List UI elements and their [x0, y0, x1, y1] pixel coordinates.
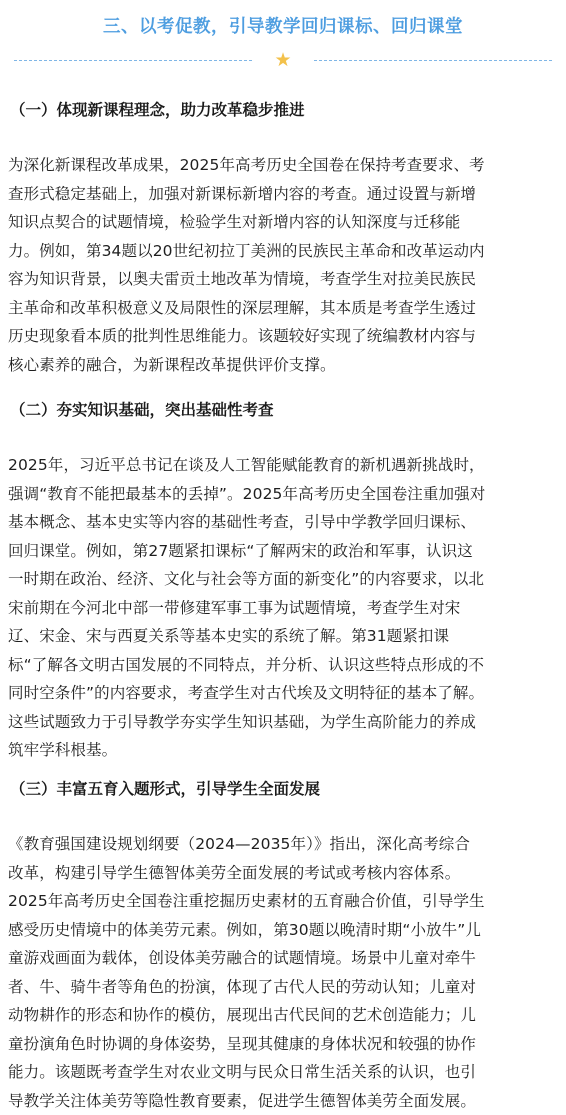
paragraph-line: 2025年高考历史全国卷注重挖掘历史素材的五育融合价值，引导学生	[8, 887, 560, 916]
paragraph-line: 改革，构建引导学生德智体美劳全面发展的考试或考核内容体系。	[8, 859, 560, 888]
paragraph-line: 辽、宋金、宋与西夏关系等基本史实的系统了解。第31题紧扣课	[8, 622, 560, 651]
paragraph-line: 标“了解各文明古国发展的不同特点，并分析、认识这些特点形成的不	[8, 651, 560, 680]
paragraph-line: 一时期在政治、经济、文化与社会等方面的新变化”的内容要求，以北	[8, 565, 560, 594]
paragraph-line: 基本概念、基本史实等内容的基础性考查，引导中学教学回归课标、	[8, 508, 560, 537]
paragraph-line: 知识点契合的试题情境，检验学生对新增内容的认知深度与迁移能	[8, 208, 560, 237]
paragraph-line: 导教学关注体美劳等隐性教育要素，促进学生德智体美劳全面发展。	[8, 1087, 560, 1115]
paragraph-line: 容为知识背景，以奥夫雷贡土地改革为情境，考查学生对拉美民族民	[8, 265, 560, 294]
paragraph-line: 2025年，习近平总书记在谈及人工智能赋能教育的新机遇新挑战时，	[8, 451, 560, 480]
subsection-paragraph-3	[8, 830, 560, 1115]
paragraph-line: 查形式稳定基础上，加强对新课标新增内容的考查。通过设置与新增	[8, 180, 560, 209]
paragraph-line: 主革命和改革积极意义及局限性的深层理解，其本质是考查学生透过	[8, 294, 560, 323]
section-title: 三、以考促教，引导教学回归课标、回归课堂	[0, 14, 566, 40]
paragraph-line: 强调“教育不能把最基本的丢掉”。2025年高考历史全国卷注重加强对	[8, 480, 560, 509]
paragraph-line: 力。例如，第34题以20世纪初拉丁美洲的民族民主革命和改革运动内	[8, 237, 560, 266]
title-divider	[14, 48, 552, 72]
paragraph-line: 为深化新课程改革成果，2025年高考历史全国卷在保持考查要求、考	[8, 151, 560, 180]
subsection-paragraph-2	[8, 451, 560, 765]
paragraph-line: 者、牛、骑牛者等角色的扮演，体现了古代人民的劳动认知；儿童对	[8, 973, 560, 1002]
paragraph-line: 童游戏画面为载体，创设体美劳融合的试题情境。场景中儿童对牵牛	[8, 944, 560, 973]
subsection-paragraph-1	[8, 151, 560, 379]
paragraph-line: 核心素养的融合，为新课程改革提供评价支撑。	[8, 351, 560, 380]
subsection-heading-3: （三）丰富五育入题形式，引导学生全面发展	[10, 777, 320, 801]
paragraph-line: 这些试题致力于引导教学夯实学生知识基础，为学生高阶能力的养成	[8, 708, 560, 737]
paragraph-line: 筑牢学科根基。	[8, 736, 560, 765]
paragraph-line: 《教育强国建设规划纲要（2024—2035年）》指出，深化高考综合	[8, 830, 560, 859]
subsection-heading-1: （一）体现新课程理念，助力改革稳步推进	[10, 98, 305, 122]
paragraph-line: 历史现象看本质的批判性思维能力。该题较好实现了统编教材内容与	[8, 322, 560, 351]
paragraph-line: 动物耕作的形态和协作的模仿，展现出古代民间的艺术创造能力；儿	[8, 1001, 560, 1030]
paragraph-line: 感受历史情境中的体美劳元素。例如，第30题以晚清时期“小放牛”儿	[8, 916, 560, 945]
paragraph-line: 宋前期在今河北中部一带修建军事工事为试题情境，考查学生对宋	[8, 594, 560, 623]
paragraph-line: 童扮演角色时协调的身体姿势，呈现其健康的身体状况和较强的协作	[8, 1030, 560, 1059]
paragraph-line: 能力。该题既考查学生对农业文明与民众日常生活关系的认识，也引	[8, 1058, 560, 1087]
paragraph-line: 同时空条件”的内容要求，考查学生对古代埃及文明特征的基本了解。	[8, 679, 560, 708]
star-icon: ★	[14, 48, 552, 72]
subsection-heading-2: （二）夯实知识基础，突出基础性考查	[10, 398, 274, 422]
divider-line-right	[314, 60, 552, 61]
paragraph-line: 回归课堂。例如，第27题紧扣课标“了解两宋的政治和军事，认识这	[8, 537, 560, 566]
